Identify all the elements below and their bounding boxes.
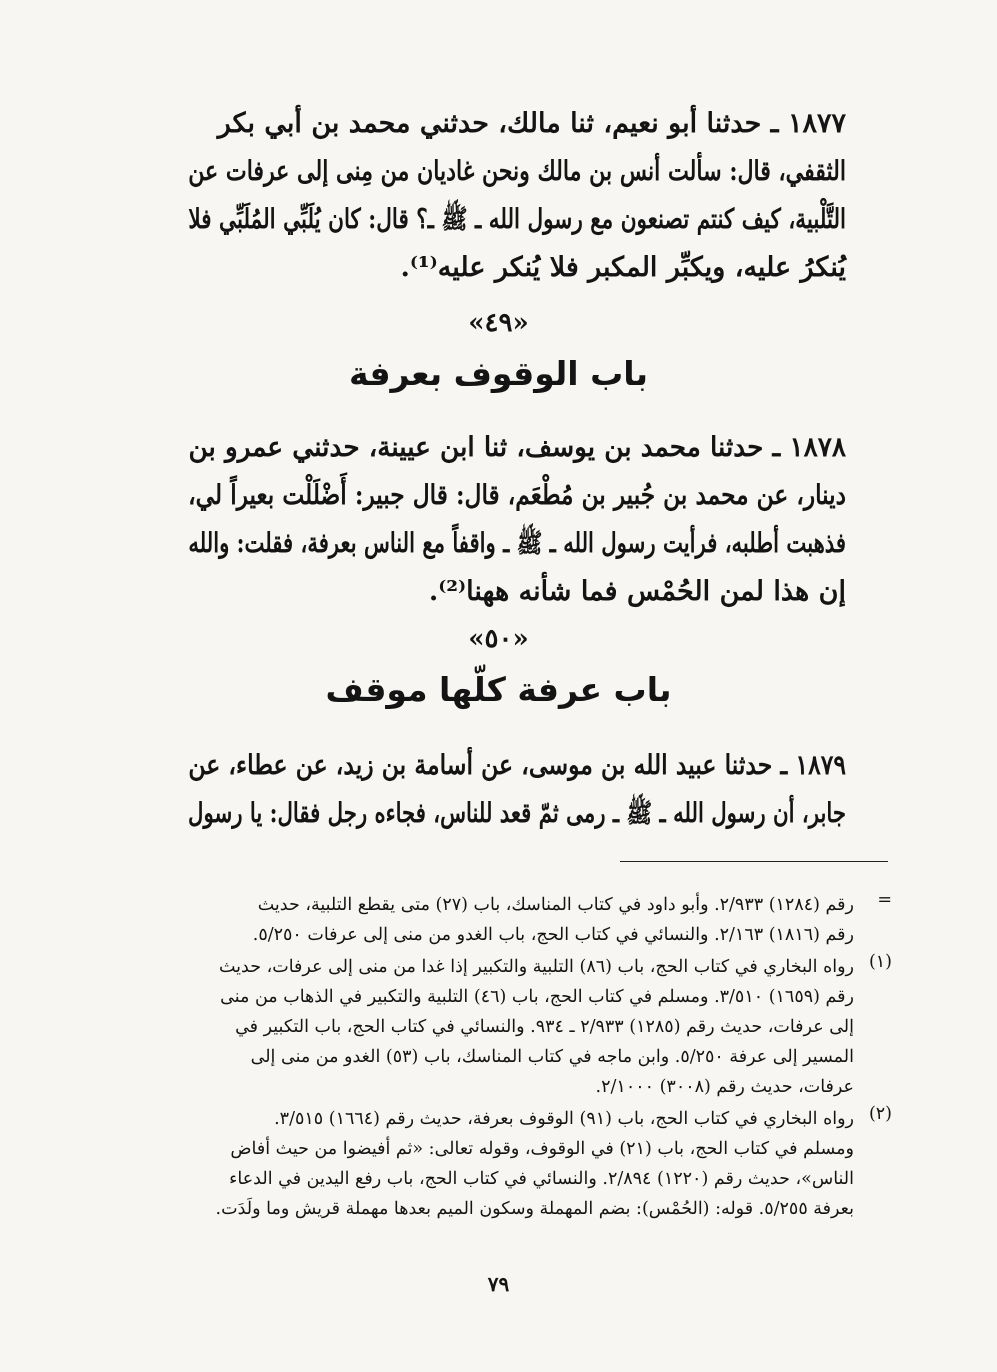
hadith-line: ١٨٧٩ ـ حدثنا عبيد الله بن موسى، عن أسامة بن زيد، عن عطاء، عن: [188, 750, 846, 781]
footnote-line: بعرفة ٥/٢٥٥. قوله: (الحُمْس): بضم المهملة وسكون الميم بعدها مهملة قريش وما ولَدَت.: [215, 1199, 854, 1219]
footnote-line: رواه البخاري في كتاب الحج، باب (٨٦) التلبية والتكبير إذا غدا من منى إلى عرفات، حديث: [218, 957, 854, 977]
footnote-marker: (٢): [868, 1104, 892, 1124]
chapter-title: باب عرفة كلّها موقف: [325, 670, 672, 709]
footnote-line: رقم (١٢٨٤) ٢/٩٣٣. وأبو داود في كتاب المناسك، باب (٢٧) متى يقطع التلبية، حديث: [257, 895, 854, 915]
footnote-line: المسير إلى عرفة ٥/٢٥٠. وابن ماجه في كتاب المناسك، باب (٥٣) الغدو من منى إلى: [250, 1047, 854, 1067]
hadith-line: إن هذا لمن الحُمْس فما شأنه ههنا⁽²⁾.: [428, 576, 846, 607]
chapter-title: باب الوقوف بعرفة: [348, 354, 649, 393]
footnote-line: رواه البخاري في كتاب الحج، باب (٩١) الوقوف بعرفة، حديث رقم (١٦٦٤) ٣/٥١٥.: [274, 1109, 854, 1129]
footnote-line: ومسلم في كتاب الحج، باب (٢١) في الوقوف، وقوله تعالى: «ثم أفيضوا من حيث أفاض: [230, 1139, 854, 1159]
hadith-line: ١٨٧٨ ـ حدثنا محمد بن يوسف، ثنا ابن عيينة، حدثني عمرو بن: [188, 432, 846, 463]
page-number: ٧٩: [487, 1272, 510, 1296]
hadith-1877: [188, 100, 846, 292]
footnote-line: رقم (١٨١٦) ٢/١٦٣. والنسائي في كتاب الحج، باب الغدو من منى إلى عرفات ٥/٢٥٠.: [252, 925, 854, 945]
chapter-number: «٤٩»: [468, 308, 529, 338]
hadith-1878: [188, 424, 846, 616]
hadith-line: ١٨٧٧ ـ حدثنا أبو نعيم، ثنا مالك، حدثني محمد بن أبي بكر: [217, 108, 846, 139]
hadith-line: الثقفي، قال: سألت أنس بن مالك ونحن غاديان من مِنى إلى عرفات عن: [188, 156, 847, 187]
footnote-line: الناس»، حديث رقم (١٢٢٠) ٢/٨٩٤. والنسائي في كتاب الحج، باب رفع اليدين في الدعاء: [229, 1169, 854, 1189]
footnote-line: عرفات، حديث رقم (٣٠٠٨) ٢/١٠٠٠.: [595, 1077, 854, 1097]
footnote-marker: =: [877, 890, 892, 910]
footnote-line: رقم (١٦٥٩) ٣/٥١٠. ومسلم في كتاب الحج، باب (٤٦) التلبية والتكبير في الذهاب من منى: [220, 987, 854, 1007]
footnote-line: إلى عرفات، حديث رقم (١٢٨٥) ٢/٩٣٣ ـ ٩٣٤. والنسائي في كتاب الحج، باب التكبير في: [235, 1017, 854, 1037]
hadith-1879: [188, 742, 846, 838]
footnote-divider: [620, 861, 888, 862]
hadith-line: جابر، أن رسول الله ـ ﷺ ـ رمى ثمّ قعد للناس، فجاءه رجل فقال: يا رسول: [188, 798, 847, 829]
hadith-line: التَّلْبية، كيف كنتم تصنعون مع رسول الله ـ ﷺ ـ؟ قال: كان يُلَبِّي المُلَبِّي فلا: [188, 204, 847, 235]
footnote-marker: (١): [868, 952, 892, 972]
hadith-line: دينار، عن محمد بن جُبير بن مُطْعَم، قال: قال جبير: أَضْلَلْت بعيراً لي،: [188, 480, 846, 511]
hadith-line: يُنكرُ عليه، ويكبِّر المكبر فلا يُنكر عليه⁽¹⁾.: [400, 252, 846, 283]
footnotes: [172, 890, 892, 1230]
hadith-line: فذهبت أطلبه، فرأيت رسول الله ـ ﷺ ـ واقفاً مع الناس بعرفة، فقلت: والله: [188, 528, 846, 559]
chapter-number: «٥٠»: [468, 624, 529, 654]
